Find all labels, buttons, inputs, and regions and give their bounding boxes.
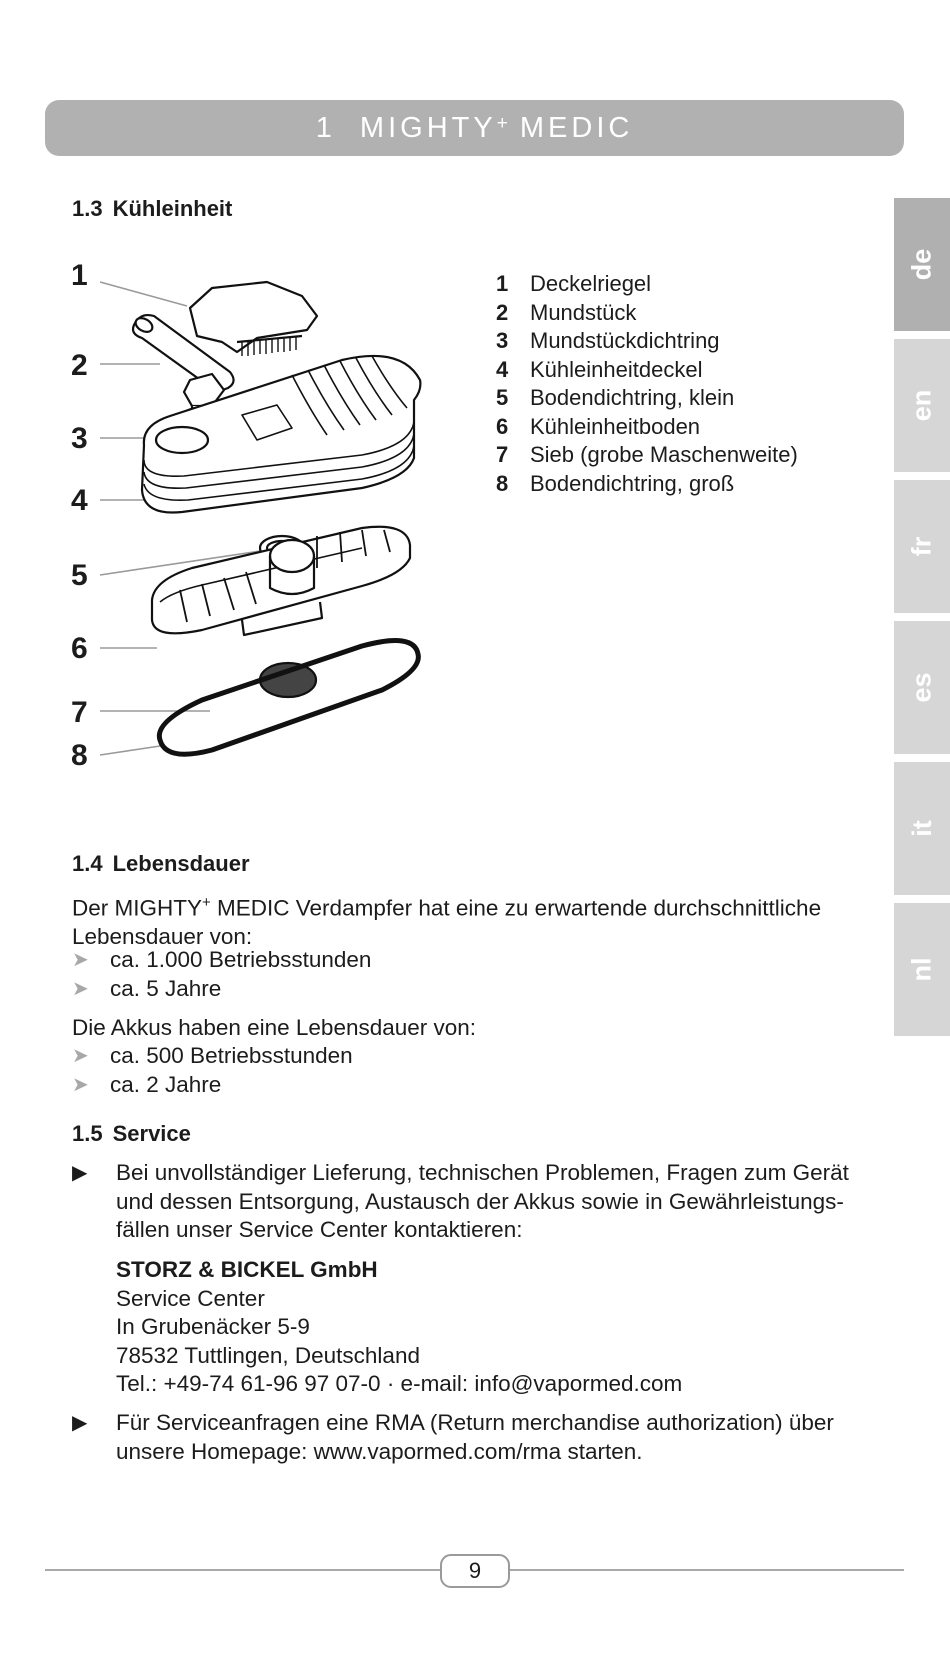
arrow-bullet-icon: ➤ (72, 949, 89, 971)
tab-fr[interactable] (894, 480, 950, 613)
chapter-title-suffix: MEDIC (507, 111, 634, 144)
address-line: Service Center (116, 1285, 265, 1311)
legend-item (496, 441, 798, 470)
legend-number: 2 (496, 299, 509, 325)
legend-item (496, 270, 798, 299)
battery-lifetime-list (72, 1042, 353, 1099)
company-name: STORZ & BICKEL GmbH (116, 1257, 378, 1282)
legend-label: Deckelriegel (530, 271, 652, 296)
legend-item (496, 356, 798, 385)
service-bullet-rma (72, 1409, 882, 1466)
footer-rule-left (45, 1569, 440, 1571)
legend-label: Mundstückdichtring (530, 328, 720, 353)
address-line: 78532 Tuttlingen, Deutschland (116, 1342, 420, 1368)
legend-item (496, 470, 798, 499)
list-item (72, 1042, 353, 1071)
arrow-bullet-icon: ➤ (72, 1045, 89, 1067)
legend-number: 1 (496, 271, 509, 296)
section-title: Kühleinheit (112, 196, 233, 221)
legend-label: Mundstück (530, 299, 637, 325)
section-heading-lifetime (72, 851, 250, 877)
list-item-text: ca. 2 Jahre (110, 1071, 222, 1097)
tab-nl[interactable] (894, 903, 950, 1036)
lifetime-intro (72, 889, 892, 952)
callout-1: 1 (71, 259, 88, 292)
chapter-title-prefix: 1 MIGHTY (315, 111, 497, 144)
contact-line: Tel.: +49-74 61-96 97 07-0 · e-mail: info@vapormed.com (116, 1371, 683, 1396)
legend-label: Bodendichtring, klein (530, 385, 735, 410)
tab-it[interactable] (894, 762, 950, 895)
section-title: Lebensdauer (112, 851, 250, 876)
tab-fr-label: fr (906, 536, 937, 557)
tab-es[interactable] (894, 621, 950, 754)
legend-label: Bodendichtring, groß (530, 470, 735, 496)
address-line: In Grubenäcker 5-9 (116, 1314, 310, 1339)
list-item-text: ca. 5 Jahre (110, 975, 222, 1001)
list-item (72, 946, 371, 975)
arrow-bullet-icon: ➤ (72, 977, 89, 1000)
service-address (116, 1256, 682, 1399)
parts-legend (496, 270, 798, 498)
legend-number: 7 (496, 442, 509, 467)
intro-text-b: MEDIC Verdampfer hat eine zu erwartende durchschnittliche (210, 895, 822, 921)
legend-item (496, 299, 798, 328)
tab-it-label: it (906, 820, 937, 837)
callout-4: 4 (71, 484, 88, 517)
page-number: 9 (440, 1554, 510, 1588)
triangle-bullet-icon: ▶ (72, 1162, 88, 1184)
callout-2: 2 (71, 349, 88, 382)
callout-7: 7 (71, 696, 88, 729)
language-tabs (894, 198, 950, 1044)
tab-es-label: es (906, 672, 937, 703)
tab-de-label: de (906, 248, 937, 281)
battery-intro: Die Akkus haben eine Lebensdauer von: (72, 1015, 477, 1040)
tab-nl-label: nl (906, 957, 937, 982)
service-bullet-contact (72, 1159, 882, 1245)
arrow-bullet-icon: ➤ (72, 1073, 89, 1096)
legend-number: 3 (496, 328, 509, 353)
chapter-header (45, 100, 904, 156)
legend-number: 5 (496, 385, 509, 410)
chapter-title-plus: + (496, 113, 508, 134)
tab-de[interactable] (894, 198, 950, 331)
legend-item (496, 384, 798, 413)
intro-plus: + (202, 894, 211, 911)
legend-item (496, 413, 798, 442)
bullet-line: fällen unser Service Center kontaktieren: (116, 1217, 523, 1242)
bullet-line: und dessen Entsorgung, Austausch der Akkus sowie in Gewährleistungs- (116, 1188, 844, 1214)
legend-label: Kühleinheitdeckel (530, 356, 703, 382)
list-item (72, 1071, 353, 1100)
legend-number: 4 (496, 356, 509, 382)
section-heading-cooling-unit (72, 196, 232, 222)
cooling-unit-exploded-diagram (62, 250, 447, 780)
list-item-text: ca. 1.000 Betriebsstunden (110, 947, 372, 972)
list-item (72, 975, 371, 1004)
tab-en-label: en (906, 389, 937, 422)
bullet-line: unsere Homepage: www.vapormed.com/rma starten. (116, 1438, 643, 1464)
legend-label: Kühleinheitboden (530, 413, 701, 439)
callout-3: 3 (71, 422, 88, 455)
section-number: 1.4 (72, 851, 103, 876)
callout-6: 6 (71, 632, 88, 665)
bullet-line: Für Serviceanfragen eine RMA (Return merchandise authorization) über (116, 1410, 834, 1435)
footer-rule-right (510, 1569, 904, 1571)
legend-number: 8 (496, 470, 509, 496)
callout-8: 8 (71, 739, 88, 772)
section-heading-service (72, 1121, 191, 1147)
section-number: 1.3 (72, 196, 103, 221)
intro-text-a: Der MIGHTY (72, 895, 203, 921)
intro-text-c: Lebensdauer von: (72, 924, 253, 949)
legend-item (496, 327, 798, 356)
list-item-text: ca. 500 Betriebsstunden (110, 1043, 353, 1068)
legend-number: 6 (496, 413, 509, 439)
triangle-bullet-icon: ▶ (72, 1412, 88, 1434)
tab-en[interactable] (894, 339, 950, 472)
callout-5: 5 (71, 559, 88, 592)
bullet-line: Bei unvollständiger Lieferung, technischen Problemen, Fragen zum Gerät (116, 1160, 849, 1185)
section-title: Service (112, 1121, 191, 1146)
section-number: 1.5 (72, 1121, 103, 1146)
device-lifetime-list (72, 946, 371, 1003)
legend-label: Sieb (grobe Maschenweite) (530, 442, 798, 467)
